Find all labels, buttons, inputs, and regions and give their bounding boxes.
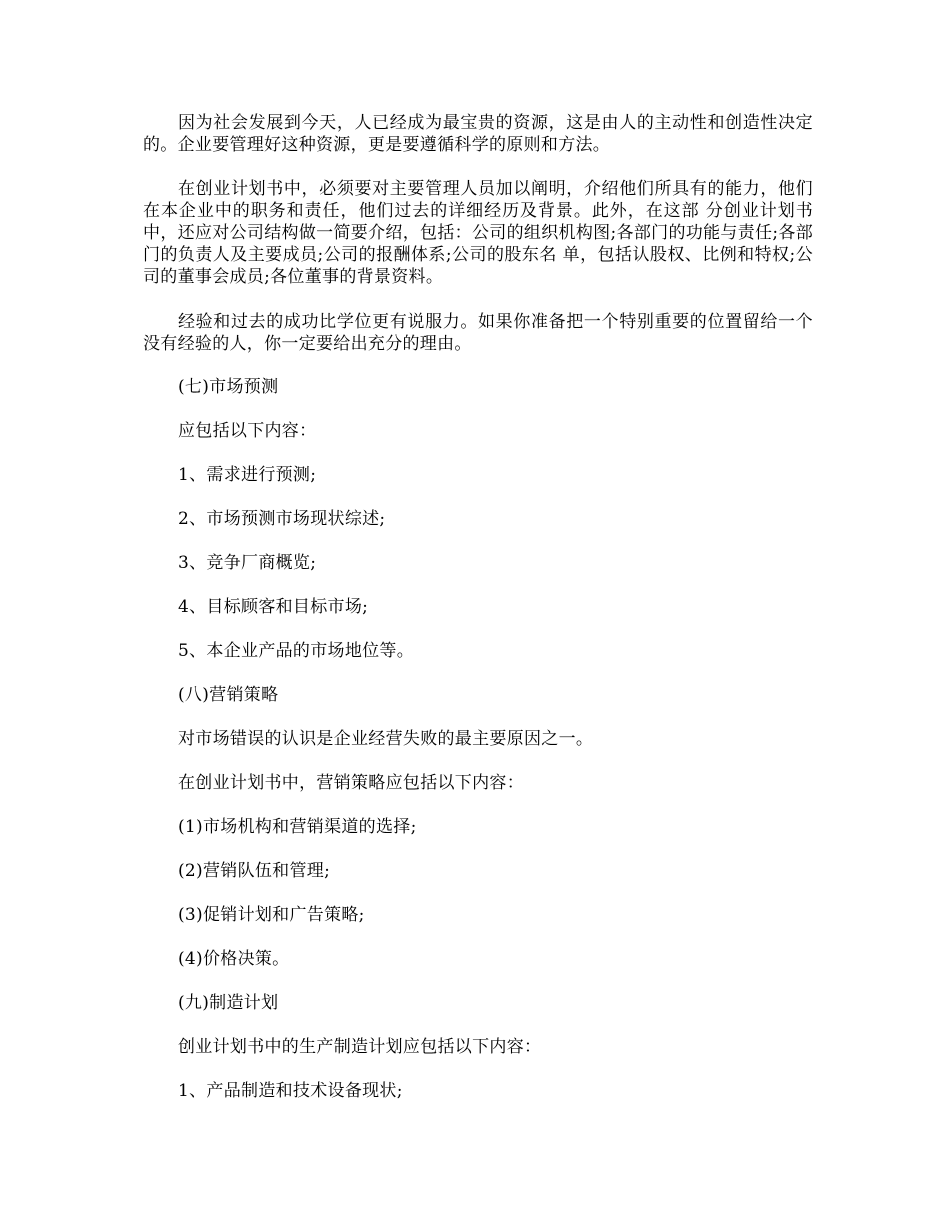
- paragraph-human-resources: 因为社会发展到今天，人已经成为最宝贵的资源，这是由人的主动性和创造性决定的。企业要管理好这种资源，更是要遵循科学的原则和方法。: [143, 113, 813, 155]
- list-item: 2、市场预测市场现状综述;: [178, 509, 386, 529]
- paragraph-experience: 经验和过去的成功比学位更有说服力。如果你准备把一个特别重要的位置留给一个没有经验的人，你一定要给出充分的理由。: [143, 312, 813, 354]
- list-item: (2)营销队伍和管理;: [178, 861, 331, 881]
- text-line: 在创业计划书中，营销策略应包括以下内容：: [178, 773, 524, 793]
- list-item: (1)市场机构和营销渠道的选择;: [178, 817, 417, 837]
- list-item: 4、目标顾客和目标市场;: [178, 597, 369, 617]
- paragraph-management-team: 在创业计划书中，必须要对主要管理人员加以阐明，介绍他们所具有的能力，他们在本企业中的职务和责任，他们过去的详细经历及背景。此外，在这部 分创业计划书中，还应对公司结构做一简要介绍，包括：公司的组织机构图;各部门的功能与责任;各部门的负责人及主要成员;公司的报酬体系;公司的股东名 单，包括认股权、比例和特权;公司的董事会成员;各位董事的背景资料。: [143, 179, 813, 287]
- text-line: 对市场错误的认识是企业经营失败的最主要原因之一。: [178, 729, 594, 749]
- list-item: 1、产品制造和技术设备现状;: [178, 1081, 403, 1101]
- list-item: 1、需求进行预测;: [178, 465, 317, 485]
- section-heading-marketing-strategy: (八)营销策略: [178, 685, 279, 705]
- section-heading-market-forecast: (七)市场预测: [178, 377, 279, 397]
- text-line: 应包括以下内容：: [178, 421, 317, 441]
- section-heading-manufacturing-plan: (九)制造计划: [178, 993, 279, 1013]
- list-item: (4)价格决策。: [178, 949, 290, 969]
- text-line: 创业计划书中的生产制造计划应包括以下内容：: [178, 1037, 542, 1057]
- list-item: 3、竞争厂商概览;: [178, 553, 317, 573]
- list-item: 5、本企业产品的市场地位等。: [178, 641, 415, 661]
- list-item: (3)促销计划和广告策略;: [178, 905, 365, 925]
